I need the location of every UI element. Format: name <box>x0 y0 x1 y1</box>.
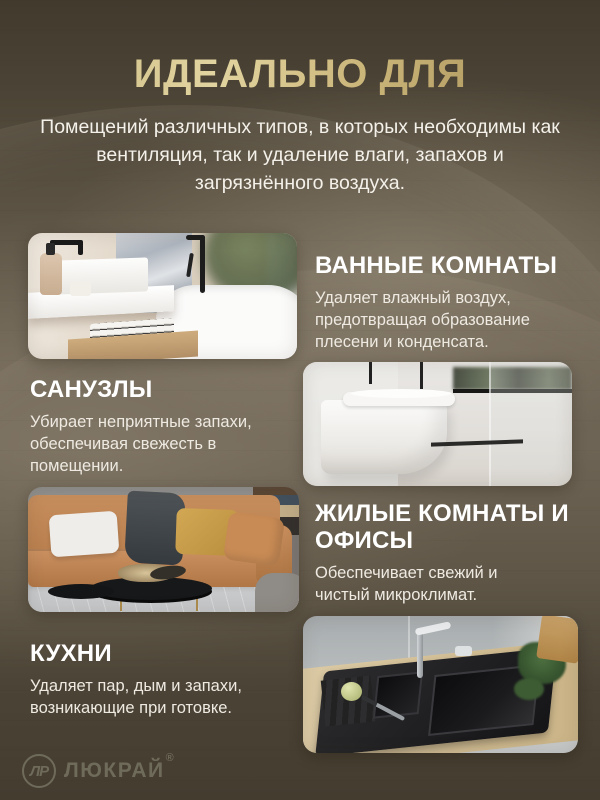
brand-name: ЛЮКРАЙ® <box>64 752 176 782</box>
tan-pillow <box>223 511 285 566</box>
section-heading: ВАННЫЕ КОМНАТЫ <box>315 252 558 279</box>
white-pillow <box>49 511 120 558</box>
cream-jar <box>70 281 91 296</box>
sink-basin-small <box>373 671 423 719</box>
herbs <box>514 678 544 700</box>
lukray-logo-icon: ЛР <box>22 754 56 788</box>
section-body: Убирает неприятные запахи, обеспечивая свежесть в помещении. <box>30 413 252 475</box>
soap-pump <box>46 243 55 255</box>
faucet-spout <box>186 235 205 240</box>
fixture-line <box>420 362 423 389</box>
soap-dispenser <box>455 646 472 656</box>
black-faucet <box>200 235 205 293</box>
section-body: Удаляет влажный воздух, предотвращая образование плесени и конденсата. <box>315 289 530 351</box>
bathroom-photo <box>28 233 297 359</box>
side-table <box>48 584 114 599</box>
living-room-photo <box>28 487 299 612</box>
pouf <box>255 573 299 612</box>
intro-text: Помещений различных типов, в которых необходимы как вентиляция, так и удаление влаги, запахов и загрязнённого воздуха. <box>40 116 560 194</box>
section-toilets <box>30 376 302 477</box>
toilet-lid-top <box>351 389 451 398</box>
section-bathrooms <box>315 252 581 353</box>
toilet-photo <box>303 362 572 486</box>
kitchen-photo <box>303 616 578 753</box>
section-kitchens <box>30 640 302 719</box>
section-heading: ЖИЛЫЕ КОМНАТЫ И ОФИСЫ <box>315 500 569 554</box>
paper-bag <box>536 616 578 664</box>
wall-hung-toilet <box>321 400 447 474</box>
kitchen-faucet <box>417 628 423 678</box>
section-body: Обеспечивает свежий и чистый микроклимат. <box>315 564 498 604</box>
table-leg <box>196 595 198 611</box>
section-body: Удаляет пар, дым и запахи, возникающие при готовке. <box>30 677 242 717</box>
wall-tap-drop <box>78 240 83 255</box>
page-title: ИДЕАЛЬНО ДЛЯ <box>0 52 600 97</box>
registered-mark: ® <box>165 752 176 764</box>
section-living-rooms <box>315 500 581 606</box>
fixture-line <box>369 362 372 384</box>
brand-logo <box>22 754 174 788</box>
section-heading: САНУЗЛЫ <box>30 376 153 403</box>
soap-bottle <box>40 253 62 295</box>
shower-glass <box>489 362 572 486</box>
green-apple <box>341 682 362 701</box>
section-heading: КУХНИ <box>30 640 112 667</box>
